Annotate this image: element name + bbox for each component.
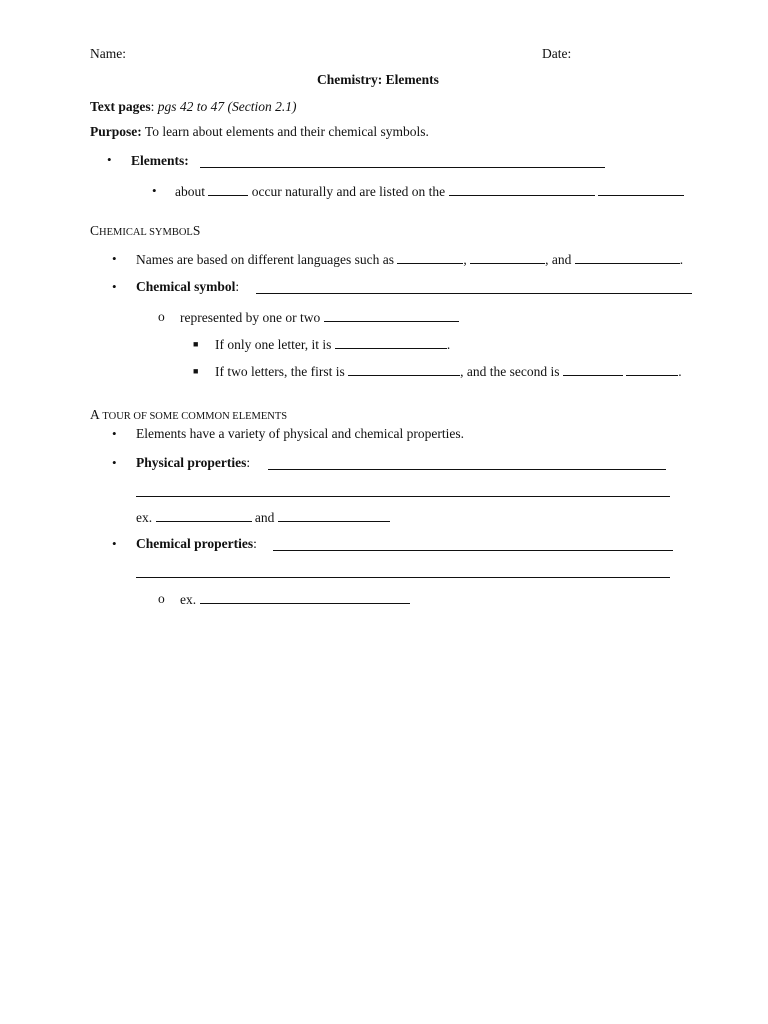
circle-bullet-icon: o bbox=[158, 309, 165, 324]
chemical-symbol-label: Chemical symbol bbox=[136, 279, 236, 294]
bullet-icon: • bbox=[112, 251, 117, 266]
circle-bullet-icon: o bbox=[158, 591, 165, 606]
chemical-symbol-line: Chemical symbol: bbox=[136, 279, 240, 294]
one-letter-blank[interactable] bbox=[335, 336, 447, 349]
elements-blank[interactable] bbox=[200, 167, 605, 168]
chemical-example-line: ex. bbox=[180, 591, 410, 608]
physical-properties-blank-2[interactable] bbox=[136, 496, 670, 497]
chemical-symbol-blank[interactable] bbox=[256, 293, 692, 294]
names-line: Names are based on different languages such as , , and . bbox=[136, 252, 684, 267]
name-label: Name: bbox=[90, 46, 126, 61]
physical-properties-label: Physical properties bbox=[136, 455, 247, 470]
language-blank-1[interactable] bbox=[397, 251, 463, 264]
chemical-properties-line: Chemical properties: bbox=[136, 536, 257, 551]
chemical-properties-blank-2[interactable] bbox=[136, 577, 670, 578]
bullet-icon: • bbox=[152, 183, 157, 198]
two-letters-line: If two letters, the first is , and the second is . bbox=[215, 364, 682, 379]
language-blank-2[interactable] bbox=[470, 251, 545, 264]
elements-about-line bbox=[175, 183, 684, 200]
purpose-text: To learn about elements and their chemical symbols. bbox=[144, 124, 429, 139]
about-blank[interactable] bbox=[208, 183, 248, 196]
variety-text: Elements have a variety of physical and chemical properties. bbox=[136, 426, 464, 441]
page-title: Chemistry: Elements bbox=[317, 72, 439, 87]
text-pages-value: pgs 42 to 47 (Section 2.1) bbox=[157, 99, 297, 114]
text-pages-label: Text pages bbox=[90, 99, 151, 114]
represented-line: represented by one or two bbox=[180, 309, 459, 326]
bullet-icon: • bbox=[112, 536, 117, 551]
chemical-example-blank[interactable] bbox=[200, 591, 410, 604]
purpose-line bbox=[90, 124, 429, 140]
second-letter-blank-2[interactable] bbox=[626, 363, 678, 376]
section-heading-tour: A TOUR OF SOME COMMON ELEMENTS bbox=[90, 407, 288, 422]
bullet-icon: • bbox=[112, 426, 117, 441]
chemical-properties-label: Chemical properties bbox=[136, 536, 254, 551]
listed-blank-1[interactable] bbox=[449, 183, 595, 196]
one-letter-line: If only one letter, it is . bbox=[215, 337, 451, 352]
represented-blank[interactable] bbox=[324, 309, 459, 322]
bullet-icon: • bbox=[112, 455, 117, 470]
physical-example-line: ex. and bbox=[136, 509, 390, 526]
about-text: about bbox=[175, 184, 205, 199]
date-label: Date: bbox=[542, 46, 572, 61]
text-pages-line: Text pages: pgs 42 to 47 (Section 2.1) bbox=[90, 99, 297, 114]
square-bullet-icon: ■ bbox=[193, 366, 199, 376]
physical-example-blank-1[interactable] bbox=[156, 509, 252, 522]
language-blank-3[interactable] bbox=[575, 251, 680, 264]
section-heading-chemical-symbols: CHEMICAL SYMBOLS bbox=[90, 223, 201, 238]
square-bullet-icon: ■ bbox=[193, 339, 199, 349]
second-letter-blank-1[interactable] bbox=[563, 363, 623, 376]
bullet-icon: • bbox=[112, 279, 117, 294]
chemical-properties-blank-1[interactable] bbox=[273, 550, 673, 551]
occur-text: occur naturally and are listed on the bbox=[251, 184, 446, 199]
physical-properties-line: Physical properties: bbox=[136, 455, 251, 470]
elements-label: Elements: bbox=[131, 153, 189, 168]
physical-properties-blank-1[interactable] bbox=[268, 469, 666, 470]
physical-example-blank-2[interactable] bbox=[278, 509, 390, 522]
purpose-label: Purpose: bbox=[90, 124, 142, 139]
listed-blank-2[interactable] bbox=[598, 183, 684, 196]
first-letter-blank[interactable] bbox=[348, 363, 460, 376]
bullet-icon: • bbox=[107, 152, 112, 167]
